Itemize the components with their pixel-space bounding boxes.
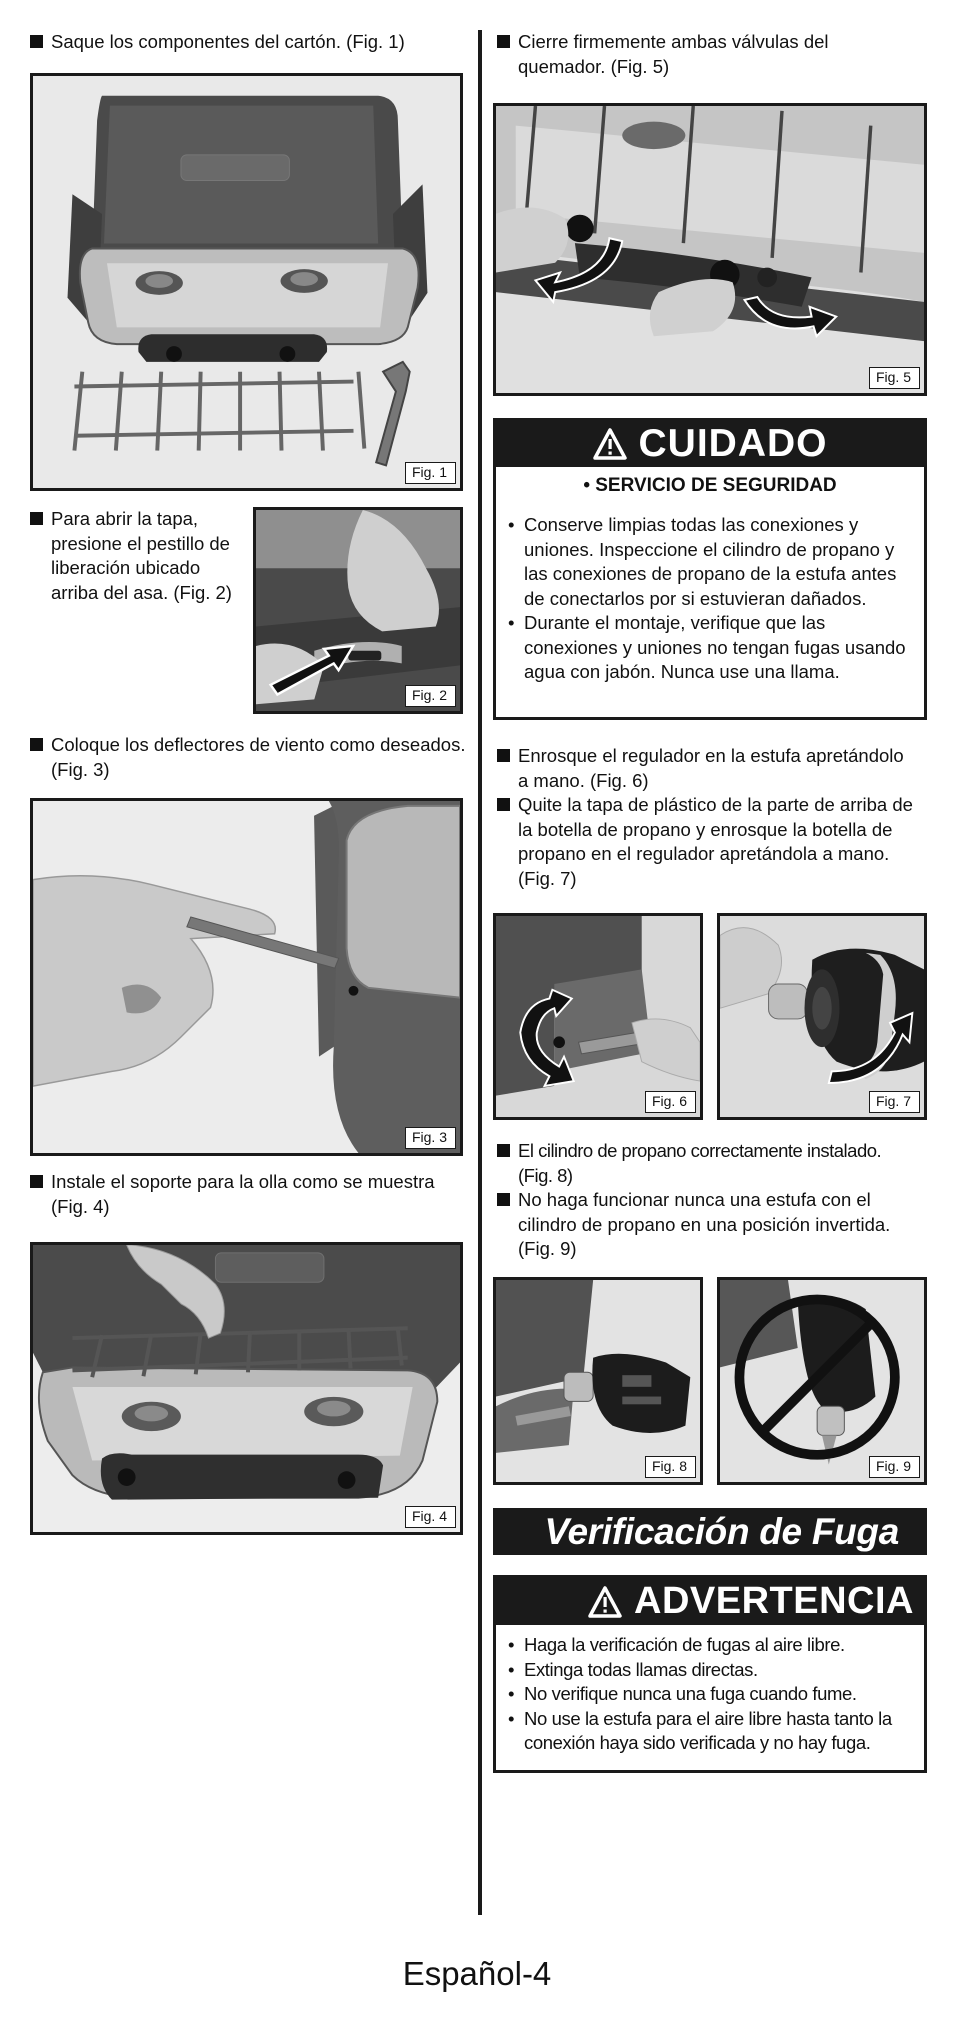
figure-3-wind-deflectors bbox=[30, 798, 463, 1156]
step-5-text: Cierre firmemente ambas válvulas del quemador. (Fig. 5) bbox=[518, 31, 829, 77]
caution-title: CUIDADO bbox=[638, 422, 828, 465]
warning-item: • No verifique nunca una fuga cuando fume. bbox=[508, 1682, 912, 1707]
step-9-text: No haga funcionar nunca una estufa con el cilindro de propano en una posición invertida. (Fig. 9) bbox=[518, 1189, 891, 1259]
warning-item: • Haga la verificación de fugas al aire libre. bbox=[508, 1633, 912, 1658]
warning-triangle-icon bbox=[588, 1586, 622, 1618]
figure-7-label: Fig. 7 bbox=[869, 1091, 920, 1113]
caution-subtitle: • SERVICIO DE SEGURIDAD bbox=[583, 475, 837, 496]
step-9 bbox=[497, 1188, 917, 1262]
step-3 bbox=[30, 733, 470, 782]
square-bullet-icon bbox=[497, 1144, 510, 1157]
step-1-text: Saque los componentes del cartón. (Fig. 1) bbox=[51, 31, 405, 52]
warning-triangle-icon bbox=[593, 428, 627, 460]
figure-1-label: Fig. 1 bbox=[405, 462, 456, 484]
warning-header bbox=[496, 1578, 924, 1625]
figure-9-inverted-prohibited bbox=[717, 1277, 927, 1485]
step-4-text: Instale el soporte para la olla como se muestra (Fig. 4) bbox=[51, 1171, 435, 1217]
caution-list bbox=[496, 513, 924, 685]
square-bullet-icon bbox=[497, 35, 510, 48]
warning-item: • Extinga todas llamas directas. bbox=[508, 1658, 912, 1683]
step-4 bbox=[30, 1170, 470, 1219]
figure-9-label: Fig. 9 bbox=[869, 1456, 920, 1478]
step-7 bbox=[497, 793, 917, 891]
figure-1-stove-components bbox=[30, 73, 463, 491]
page-number: Español-4 bbox=[402, 1955, 552, 1992]
caution-item: • Durante el montaje, verifique que las conexiones y uniones no tengan fugas usando agua con jabón. Nunca use una llama. bbox=[508, 611, 912, 685]
warning-list bbox=[496, 1633, 924, 1756]
warning-item: • No use la estufa para el aire libre hasta tanto la conexión haya sido verificada y no hay fuga. bbox=[508, 1707, 912, 1756]
step-1 bbox=[30, 30, 470, 55]
figure-4-label: Fig. 4 bbox=[405, 1506, 456, 1528]
step-8-text: El cilindro de propano correctamente instalado. (Fig. 8) bbox=[518, 1140, 882, 1186]
figure-7-attach-cylinder bbox=[717, 913, 927, 1120]
square-bullet-icon bbox=[497, 798, 510, 811]
square-bullet-icon bbox=[30, 738, 43, 751]
figure-6-label: Fig. 6 bbox=[645, 1091, 696, 1113]
square-bullet-icon bbox=[497, 1193, 510, 1206]
figure-2-label: Fig. 2 bbox=[405, 685, 456, 707]
figure-4-pot-support bbox=[30, 1242, 463, 1535]
step-2 bbox=[30, 507, 250, 605]
step-6 bbox=[497, 744, 917, 793]
square-bullet-icon bbox=[30, 512, 43, 525]
step-6-text: Enrosque el regulador en la estufa apretándolo a mano. (Fig. 6) bbox=[518, 745, 904, 791]
square-bullet-icon bbox=[497, 749, 510, 762]
figure-5-label: Fig. 5 bbox=[869, 367, 920, 389]
figure-6-regulator bbox=[493, 913, 703, 1120]
figure-3-label: Fig. 3 bbox=[405, 1127, 456, 1149]
figure-5-close-valves bbox=[493, 103, 927, 396]
step-5 bbox=[497, 30, 909, 79]
square-bullet-icon bbox=[30, 35, 43, 48]
warning-box bbox=[493, 1575, 927, 1773]
step-8 bbox=[497, 1139, 917, 1188]
figure-2-lid-latch bbox=[253, 507, 463, 714]
column-divider bbox=[478, 30, 482, 1915]
square-bullet-icon bbox=[30, 1175, 43, 1188]
figure-8-correct-installation bbox=[493, 1277, 703, 1485]
step-3-text: Coloque los deflectores de viento como deseados. (Fig. 3) bbox=[51, 734, 466, 780]
step-2-text: Para abrir la tapa, presione el pestillo de liberación ubicado arriba del asa. (Fig. 2) bbox=[51, 508, 232, 603]
warning-title: ADVERTENCIA bbox=[634, 1580, 914, 1622]
caution-item: • Conserve limpias todas las conexiones y uniones. Inspeccione el cilindro de propano y las conexiones de propano de la estufa antes de conectarlos por si estuvieran dañados. bbox=[508, 513, 912, 611]
section-title-leak-check: Verificación de Fuga bbox=[493, 1508, 927, 1555]
caution-header bbox=[496, 421, 924, 467]
step-7-text: Quite la tapa de plástico de la parte de arriba de la botella de propano y enrosque la botella de propano en el regulador apretándola a mano. (Fig. 7) bbox=[518, 794, 913, 889]
caution-box bbox=[493, 418, 927, 720]
figure-8-label: Fig. 8 bbox=[645, 1456, 696, 1478]
